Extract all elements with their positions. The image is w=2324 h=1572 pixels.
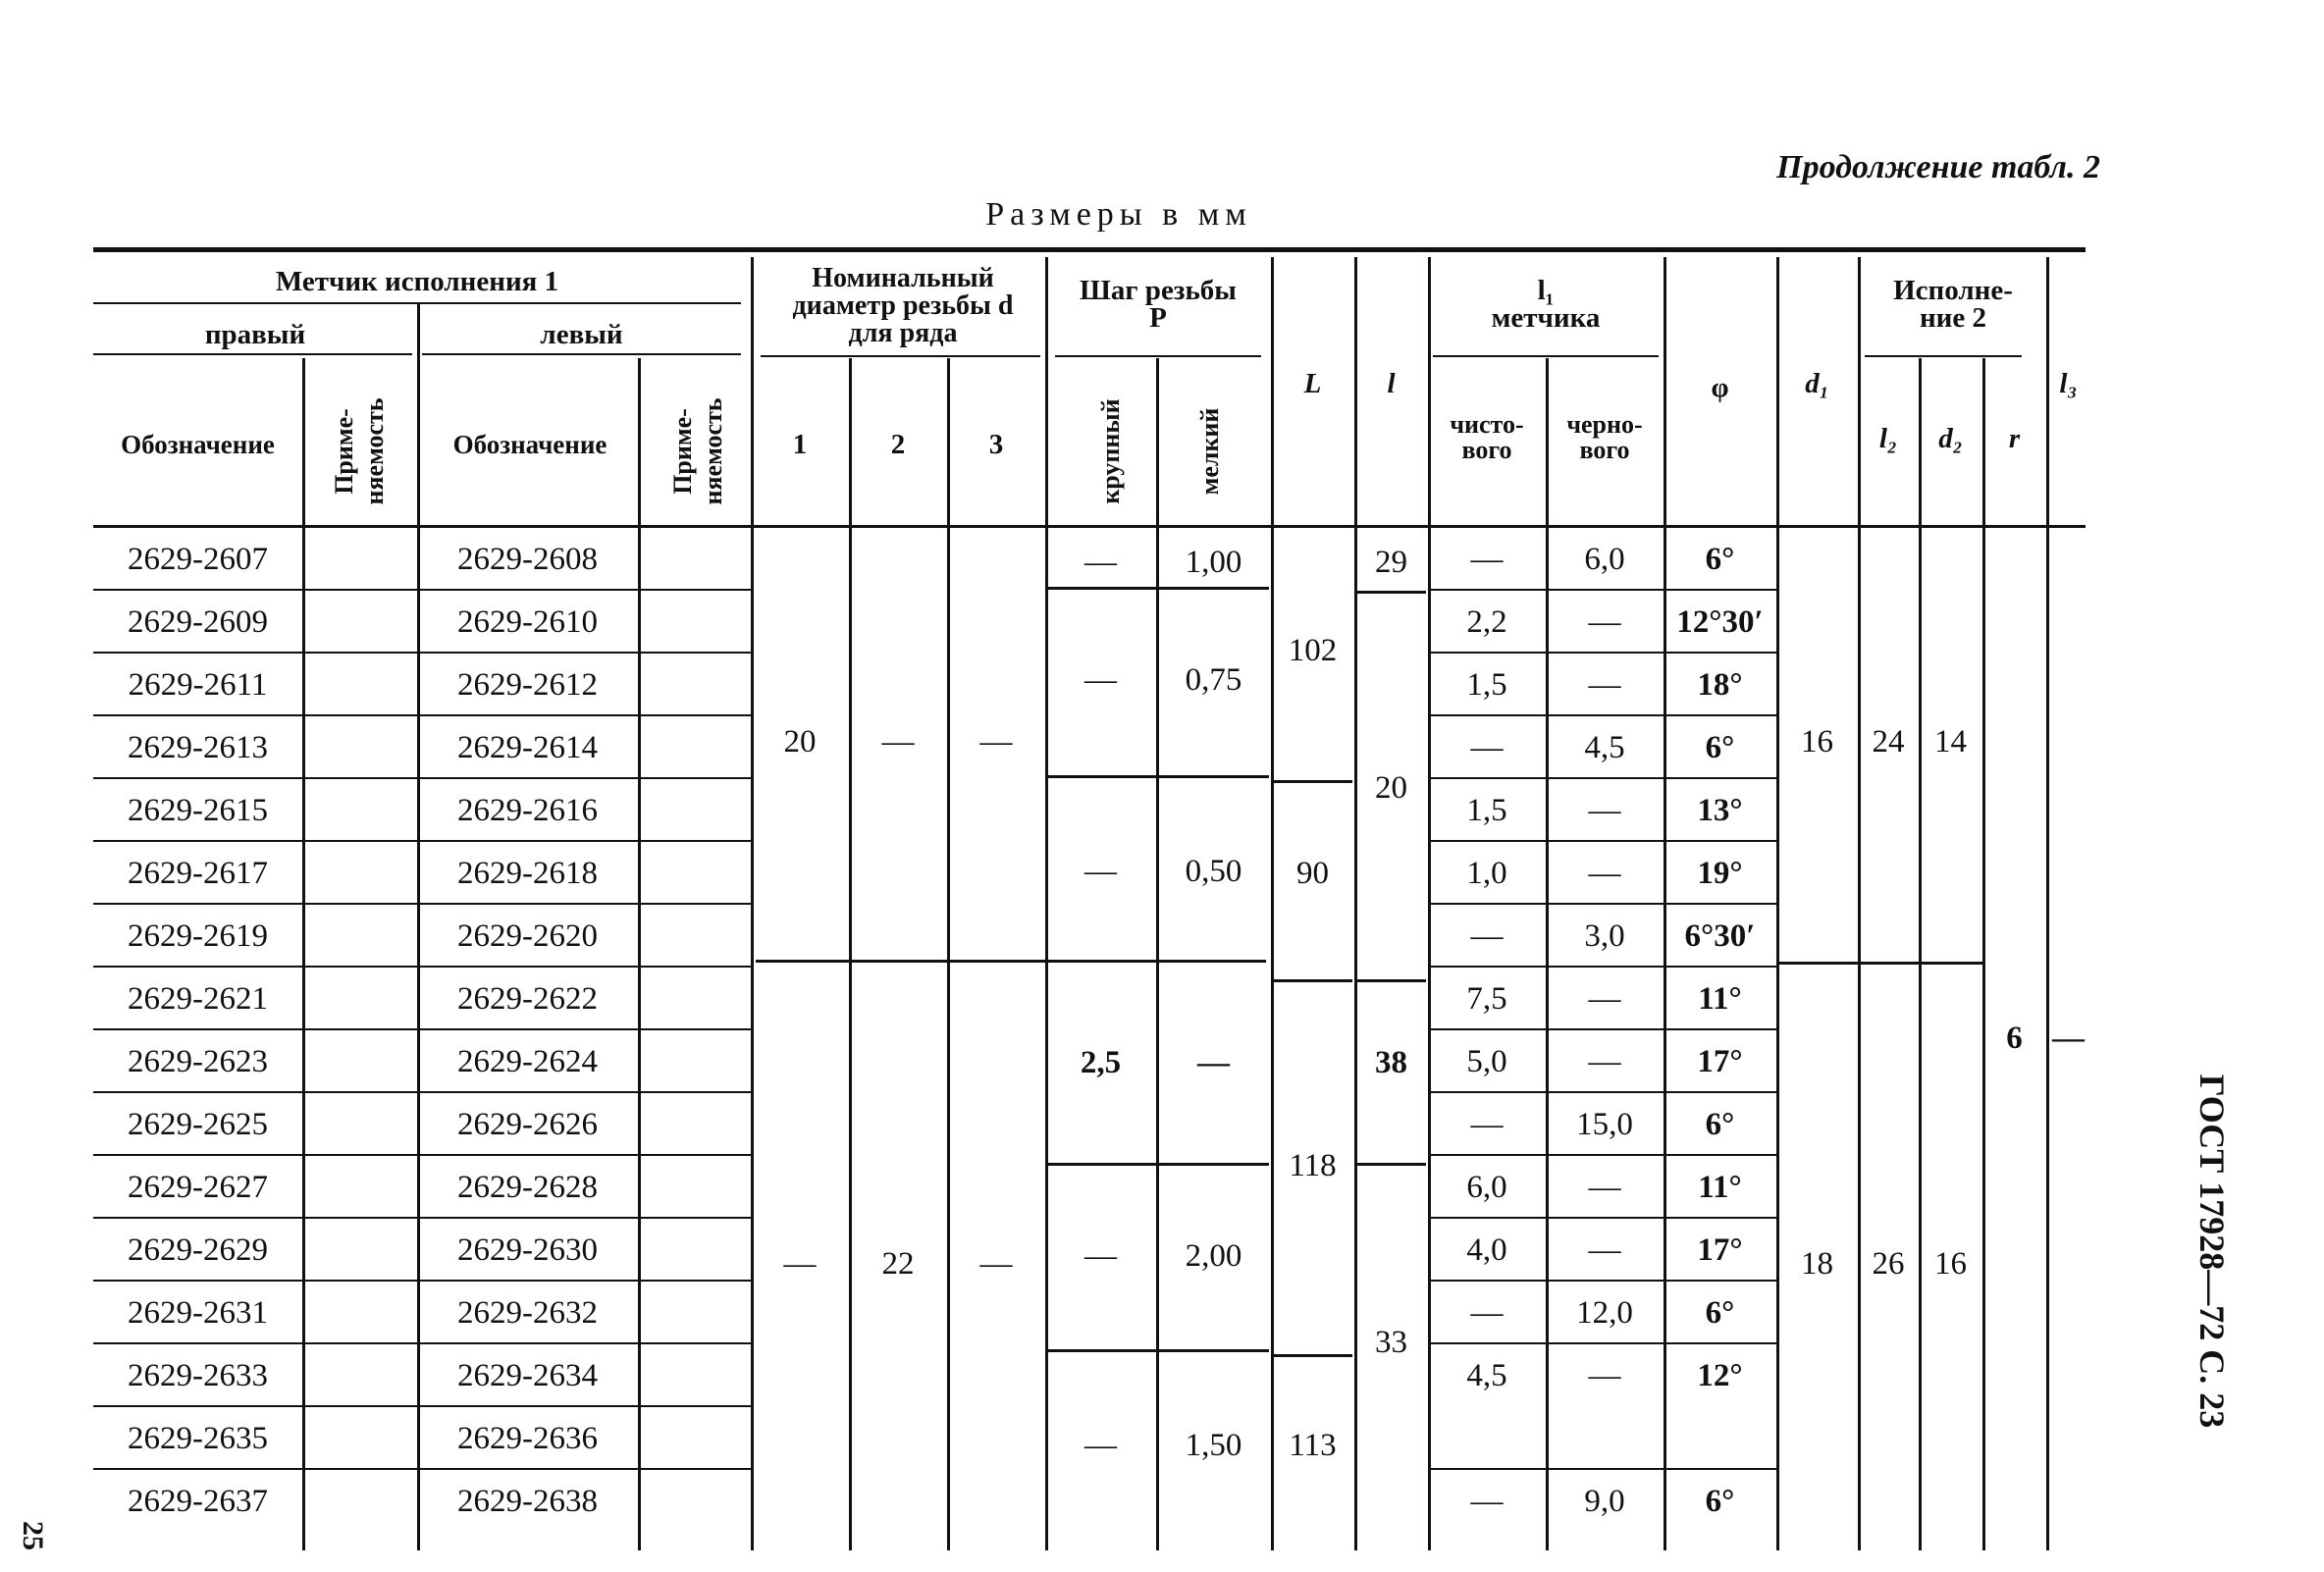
row-rule bbox=[304, 1154, 417, 1156]
row-rule bbox=[420, 1468, 638, 1470]
header-fine: мелкий bbox=[1195, 407, 1224, 496]
row-rule bbox=[304, 1091, 417, 1093]
designation-right-cell: 2629-2627 bbox=[128, 1170, 268, 1205]
row-rule bbox=[1431, 903, 1546, 905]
row-rule bbox=[420, 903, 638, 905]
roughing-l1-cell: 9,0 bbox=[1584, 1484, 1625, 1519]
row-rule bbox=[1666, 1217, 1776, 1219]
row-rule bbox=[304, 714, 417, 716]
designation-left-cell: 2629-2624 bbox=[457, 1044, 598, 1079]
roughing-l1-cell: — bbox=[1588, 1232, 1621, 1268]
row-rule bbox=[1431, 1154, 1546, 1156]
header-l3: l₃ bbox=[2059, 368, 2078, 399]
finishing-l1-cell: 5,0 bbox=[1466, 1044, 1507, 1079]
row-rule bbox=[1549, 1280, 1664, 1282]
fine-pitch-6: 1,50 bbox=[1185, 1428, 1242, 1463]
row-rule bbox=[640, 1405, 751, 1407]
phi-cell: 6°30′ bbox=[1684, 918, 1756, 954]
row-rule bbox=[304, 1028, 417, 1030]
row-rule bbox=[1666, 652, 1776, 654]
header-finishing: чисто- вого bbox=[1450, 410, 1524, 464]
row-rule bbox=[304, 1280, 417, 1282]
l-value-4: 33 bbox=[1375, 1325, 1407, 1360]
phi-cell: 18° bbox=[1697, 667, 1743, 703]
row-rule bbox=[93, 1028, 302, 1030]
designation-right-cell: 2629-2611 bbox=[128, 667, 268, 703]
col-line bbox=[849, 358, 852, 1550]
group-rule bbox=[1048, 1163, 1269, 1166]
row-rule bbox=[640, 840, 751, 842]
row-rule bbox=[304, 777, 417, 779]
group-rule bbox=[1048, 1349, 1269, 1352]
row-rule bbox=[640, 1028, 751, 1030]
group-rule bbox=[1357, 1163, 1426, 1166]
roughing-l1-cell: — bbox=[1588, 604, 1621, 640]
row-rule bbox=[1549, 714, 1664, 716]
coarse-pitch-1: — bbox=[1084, 545, 1117, 580]
row-rule bbox=[304, 652, 417, 654]
row-rule bbox=[1666, 903, 1776, 905]
finishing-l1-cell: — bbox=[1470, 1484, 1504, 1519]
col-line bbox=[947, 358, 950, 1550]
row-rule bbox=[420, 1217, 638, 1219]
row-rule bbox=[304, 589, 417, 591]
designation-left-cell: 2629-2612 bbox=[457, 667, 598, 703]
row-rule bbox=[640, 1342, 751, 1344]
row-rule bbox=[640, 777, 751, 779]
finishing-l1-cell: 1,5 bbox=[1466, 793, 1507, 828]
finishing-l1-cell: 7,5 bbox=[1466, 981, 1507, 1017]
row-rule bbox=[640, 1091, 751, 1093]
header-row2: 2 bbox=[890, 429, 906, 460]
table-top-rule bbox=[93, 247, 2086, 252]
coarse-pitch-6: — bbox=[1084, 1428, 1117, 1463]
row-rule bbox=[1549, 589, 1664, 591]
l-value-2: 20 bbox=[1375, 770, 1407, 806]
group-rule bbox=[1274, 979, 1352, 982]
page-number: 25 bbox=[17, 1521, 49, 1550]
group-rule bbox=[1048, 775, 1269, 778]
finishing-l1-cell: 4,5 bbox=[1466, 1358, 1507, 1393]
row-rule bbox=[420, 714, 638, 716]
group-rule bbox=[1779, 962, 1985, 965]
designation-right-cell: 2629-2637 bbox=[128, 1484, 268, 1519]
L-value-3: 118 bbox=[1289, 1148, 1337, 1183]
designation-right-cell: 2629-2609 bbox=[128, 604, 268, 640]
phi-cell: 12° bbox=[1697, 1358, 1743, 1393]
designation-left-cell: 2629-2636 bbox=[457, 1421, 598, 1456]
row-rule bbox=[304, 966, 417, 968]
roughing-l1-cell: — bbox=[1588, 1358, 1621, 1393]
row-rule bbox=[93, 1468, 302, 1470]
group-rule bbox=[756, 960, 1266, 963]
finishing-l1-cell: 6,0 bbox=[1466, 1170, 1507, 1205]
roughing-l1-cell: — bbox=[1588, 667, 1621, 703]
col-line bbox=[2046, 257, 2049, 1550]
col-line bbox=[302, 358, 305, 1550]
coarse-pitch-3: — bbox=[1084, 854, 1117, 889]
designation-left-cell: 2629-2634 bbox=[457, 1358, 598, 1393]
phi-cell: 13° bbox=[1697, 793, 1743, 828]
row-rule bbox=[420, 1342, 638, 1344]
row-rule bbox=[93, 1342, 302, 1344]
row-rule bbox=[640, 1154, 751, 1156]
designation-right-cell: 2629-2619 bbox=[128, 918, 268, 954]
row-rule bbox=[93, 1405, 302, 1407]
row-rule bbox=[420, 1091, 638, 1093]
row-rule bbox=[93, 966, 302, 968]
header-right: правый bbox=[204, 319, 306, 350]
designation-left-cell: 2629-2626 bbox=[457, 1107, 598, 1142]
standard-side-label: ГОСТ 17928—72 С. 23 bbox=[2192, 1074, 2232, 1429]
d2-value-b: 16 bbox=[1934, 1246, 1967, 1282]
header-bottom-rule bbox=[93, 525, 2086, 528]
row-rule bbox=[1549, 777, 1664, 779]
diameter-row3-group-b: — bbox=[979, 1246, 1013, 1282]
designation-right-cell: 2629-2613 bbox=[128, 730, 268, 765]
diameter-row3-group-a: — bbox=[979, 724, 1013, 760]
roughing-l1-cell: 12,0 bbox=[1576, 1295, 1633, 1331]
col-line bbox=[1982, 358, 1985, 1550]
row-rule bbox=[1431, 966, 1546, 968]
phi-cell: 17° bbox=[1697, 1232, 1743, 1268]
row-rule bbox=[1431, 589, 1546, 591]
col-line bbox=[638, 358, 641, 1550]
fine-pitch-3: 0,50 bbox=[1185, 854, 1242, 889]
d1-value-a: 16 bbox=[1801, 724, 1833, 760]
row-rule bbox=[93, 714, 302, 716]
phi-cell: 19° bbox=[1697, 856, 1743, 891]
row-rule bbox=[304, 1217, 417, 1219]
group-rule bbox=[1357, 591, 1426, 594]
row-rule bbox=[93, 589, 302, 591]
row-rule bbox=[1666, 966, 1776, 968]
col-line bbox=[1045, 257, 1048, 1550]
designation-left-cell: 2629-2630 bbox=[457, 1232, 598, 1268]
l-value-3: 38 bbox=[1375, 1045, 1407, 1080]
designation-left-cell: 2629-2628 bbox=[457, 1170, 598, 1205]
col-line bbox=[1156, 358, 1159, 1550]
header-coarse: крупный bbox=[1096, 398, 1125, 504]
designation-left-cell: 2629-2608 bbox=[457, 542, 598, 577]
row-rule bbox=[1666, 1091, 1776, 1093]
roughing-l1-cell: 3,0 bbox=[1584, 918, 1625, 954]
col-line bbox=[1776, 257, 1779, 1550]
row-rule bbox=[1431, 840, 1546, 842]
row-rule bbox=[1431, 714, 1546, 716]
header-rule bbox=[93, 353, 412, 355]
header-rule bbox=[761, 355, 1040, 357]
row-rule bbox=[420, 1405, 638, 1407]
designation-right-cell: 2629-2621 bbox=[128, 981, 268, 1017]
r-value: 6 bbox=[2006, 1021, 2023, 1056]
row-rule bbox=[640, 714, 751, 716]
row-rule bbox=[304, 1342, 417, 1344]
finishing-l1-cell: — bbox=[1470, 1107, 1504, 1142]
roughing-l1-cell: — bbox=[1588, 793, 1621, 828]
designation-right-cell: 2629-2629 bbox=[128, 1232, 268, 1268]
row-rule bbox=[1666, 1280, 1776, 1282]
header-rule bbox=[1433, 355, 1659, 357]
roughing-l1-cell: 6,0 bbox=[1584, 542, 1625, 577]
header-phi: φ bbox=[1711, 372, 1729, 403]
row-rule bbox=[640, 903, 751, 905]
header-rule bbox=[1865, 355, 2022, 357]
continuation-caption: Продолжение табл. 2 bbox=[1776, 149, 2100, 185]
designation-right-cell: 2629-2625 bbox=[128, 1107, 268, 1142]
diameter-row1-group-a: 20 bbox=[783, 724, 817, 760]
row-rule bbox=[93, 652, 302, 654]
row-rule bbox=[420, 589, 638, 591]
row-rule bbox=[1431, 777, 1546, 779]
row-rule bbox=[640, 1217, 751, 1219]
row-rule bbox=[1666, 1342, 1776, 1344]
l2-value-a: 24 bbox=[1872, 724, 1905, 760]
row-rule bbox=[1549, 1342, 1664, 1344]
phi-cell: 6° bbox=[1705, 1107, 1735, 1142]
row-rule bbox=[1666, 840, 1776, 842]
roughing-l1-cell: — bbox=[1588, 1044, 1621, 1079]
row-rule bbox=[420, 1154, 638, 1156]
row-rule bbox=[1549, 1091, 1664, 1093]
designation-left-cell: 2629-2638 bbox=[457, 1484, 598, 1519]
header-l1: l₁ метчика bbox=[1491, 275, 1601, 334]
row-rule bbox=[1666, 589, 1776, 591]
row-rule bbox=[640, 589, 751, 591]
roughing-l1-cell: 4,5 bbox=[1584, 730, 1625, 765]
row-rule bbox=[304, 903, 417, 905]
diameter-row2-group-b: 22 bbox=[881, 1246, 915, 1282]
designation-left-cell: 2629-2620 bbox=[457, 918, 598, 954]
roughing-l1-cell: — bbox=[1588, 856, 1621, 891]
phi-cell: 6° bbox=[1705, 730, 1735, 765]
row-rule bbox=[1431, 1342, 1546, 1344]
designation-left-cell: 2629-2622 bbox=[457, 981, 598, 1017]
header-roughing: черно- вого bbox=[1566, 410, 1643, 464]
phi-cell: 6° bbox=[1705, 1295, 1735, 1331]
group-rule bbox=[1274, 1354, 1352, 1357]
designation-right-cell: 2629-2635 bbox=[128, 1421, 268, 1456]
row-rule bbox=[1431, 1091, 1546, 1093]
designation-right-cell: 2629-2607 bbox=[128, 542, 268, 577]
fine-pitch-2: 0,75 bbox=[1185, 662, 1242, 698]
row-rule bbox=[1431, 1280, 1546, 1282]
l3-value: — bbox=[2052, 1021, 2085, 1056]
row-rule bbox=[1666, 777, 1776, 779]
phi-cell: 6° bbox=[1705, 542, 1735, 577]
diameter-row1-group-b: — bbox=[783, 1246, 817, 1282]
header-left: левый bbox=[540, 319, 623, 350]
row-rule bbox=[420, 1280, 638, 1282]
roughing-l1-cell: — bbox=[1588, 1170, 1621, 1205]
row-rule bbox=[640, 1280, 751, 1282]
roughing-l1-cell: — bbox=[1588, 981, 1621, 1017]
finishing-l1-cell: 2,2 bbox=[1466, 604, 1507, 640]
row-rule bbox=[1431, 1217, 1546, 1219]
row-rule bbox=[1549, 966, 1664, 968]
header-row3: 3 bbox=[988, 429, 1004, 460]
row-rule bbox=[1431, 652, 1546, 654]
finishing-l1-cell: — bbox=[1470, 918, 1504, 954]
row-rule bbox=[1549, 1028, 1664, 1030]
L-value-2: 90 bbox=[1296, 856, 1329, 891]
designation-right-cell: 2629-2623 bbox=[128, 1044, 268, 1079]
designation-left-cell: 2629-2614 bbox=[457, 730, 598, 765]
designation-left-cell: 2629-2616 bbox=[457, 793, 598, 828]
row-rule bbox=[93, 840, 302, 842]
header-l2: l₂ bbox=[1878, 423, 1898, 454]
row-rule bbox=[640, 652, 751, 654]
row-rule bbox=[1666, 1154, 1776, 1156]
row-rule bbox=[304, 1405, 417, 1407]
group-rule bbox=[1048, 587, 1269, 590]
finishing-l1-cell: — bbox=[1470, 730, 1504, 765]
header-L: L bbox=[1303, 368, 1322, 399]
designation-right-cell: 2629-2617 bbox=[128, 856, 268, 891]
finishing-l1-cell: — bbox=[1470, 1295, 1504, 1331]
fine-pitch-1: 1,00 bbox=[1185, 545, 1242, 580]
finishing-l1-cell: — bbox=[1470, 542, 1504, 577]
row-rule bbox=[1549, 652, 1664, 654]
row-rule bbox=[1549, 903, 1664, 905]
row-rule bbox=[420, 777, 638, 779]
row-rule bbox=[93, 903, 302, 905]
row-rule bbox=[304, 1468, 417, 1470]
L-value-1: 102 bbox=[1288, 633, 1338, 668]
row-rule bbox=[420, 966, 638, 968]
diameter-row2-group-a: — bbox=[881, 724, 915, 760]
designation-left-cell: 2629-2632 bbox=[457, 1295, 598, 1331]
header-applicability-left: Приме- няемость bbox=[668, 397, 727, 505]
coarse-pitch-4: 2,5 bbox=[1080, 1045, 1122, 1080]
d2-value-a: 14 bbox=[1934, 724, 1967, 760]
group-rule bbox=[1274, 780, 1352, 783]
finishing-l1-cell: 1,5 bbox=[1466, 667, 1507, 703]
header-version2: Исполне- ние 2 bbox=[1893, 275, 2013, 334]
row-rule bbox=[640, 966, 751, 968]
row-rule bbox=[1431, 1028, 1546, 1030]
roughing-l1-cell: 15,0 bbox=[1576, 1107, 1633, 1142]
designation-right-cell: 2629-2631 bbox=[128, 1295, 268, 1331]
header-nominal-diameter: Номинальный диаметр резьбы d для ряда bbox=[792, 263, 1014, 348]
row-rule bbox=[93, 1091, 302, 1093]
finishing-l1-cell: 4,0 bbox=[1466, 1232, 1507, 1268]
designation-right-cell: 2629-2615 bbox=[128, 793, 268, 828]
l-value-1: 29 bbox=[1375, 545, 1407, 580]
d1-value-b: 18 bbox=[1801, 1246, 1833, 1282]
row-rule bbox=[304, 840, 417, 842]
designation-left-cell: 2629-2610 bbox=[457, 604, 598, 640]
col-line bbox=[1919, 358, 1922, 1550]
row-rule bbox=[93, 1154, 302, 1156]
row-rule bbox=[93, 777, 302, 779]
row-rule bbox=[93, 1280, 302, 1282]
header-designation-right: Обозначение bbox=[121, 430, 275, 459]
phi-cell: 11° bbox=[1698, 1170, 1742, 1205]
row-rule bbox=[420, 840, 638, 842]
designation-right-cell: 2629-2633 bbox=[128, 1358, 268, 1393]
row-rule bbox=[420, 652, 638, 654]
row-rule bbox=[1549, 840, 1664, 842]
row-rule bbox=[420, 1028, 638, 1030]
row-rule bbox=[93, 1217, 302, 1219]
phi-cell: 12°30′ bbox=[1676, 604, 1764, 640]
row-rule bbox=[1666, 714, 1776, 716]
finishing-l1-cell: 1,0 bbox=[1466, 856, 1507, 891]
header-l: l bbox=[1387, 368, 1396, 399]
phi-cell: 17° bbox=[1697, 1044, 1743, 1079]
header-row1: 1 bbox=[792, 429, 808, 460]
units-caption: Размеры в мм bbox=[985, 196, 1252, 233]
fine-pitch-5: 2,00 bbox=[1185, 1238, 1242, 1274]
row-rule bbox=[1431, 1468, 1546, 1470]
header-rule bbox=[1055, 355, 1261, 357]
row-rule bbox=[1549, 1217, 1664, 1219]
row-rule bbox=[1666, 1028, 1776, 1030]
row-rule bbox=[1549, 1154, 1664, 1156]
l2-value-b: 26 bbox=[1872, 1246, 1905, 1282]
fine-pitch-4: — bbox=[1197, 1045, 1230, 1080]
header-thread-pitch: Шаг резьбы P bbox=[1080, 275, 1237, 334]
header-d1: d₁ bbox=[1805, 368, 1829, 399]
header-designation-left: Обозначение bbox=[452, 430, 607, 459]
coarse-pitch-2: — bbox=[1084, 662, 1117, 698]
header-tap-version1: Метчик исполнения 1 bbox=[275, 266, 559, 297]
header-d2: d₂ bbox=[1938, 423, 1963, 454]
header-applicability-right: Приме- няемость bbox=[330, 397, 389, 505]
group-rule bbox=[1357, 979, 1426, 982]
phi-cell: 11° bbox=[1698, 981, 1742, 1017]
coarse-pitch-5: — bbox=[1084, 1238, 1117, 1274]
row-rule bbox=[640, 1468, 751, 1470]
header-r: r bbox=[2008, 423, 2021, 454]
row-rule bbox=[1549, 1468, 1664, 1470]
row-rule bbox=[1666, 1468, 1776, 1470]
L-value-4: 113 bbox=[1289, 1428, 1337, 1463]
designation-left-cell: 2629-2618 bbox=[457, 856, 598, 891]
header-rule bbox=[422, 353, 741, 355]
phi-cell: 6° bbox=[1705, 1484, 1735, 1519]
